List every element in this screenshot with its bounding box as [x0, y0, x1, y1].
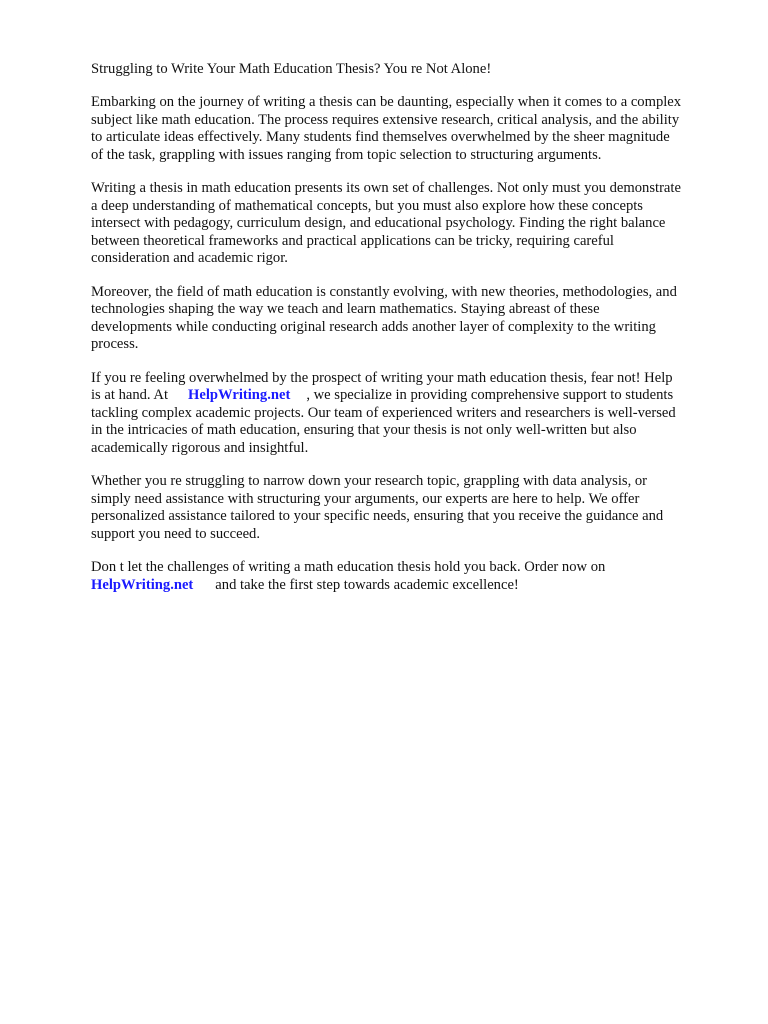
- paragraph-assistance: [91, 473, 731, 543]
- text-line: Embarking on the journey of writing a thesis can be daunting, especially when it comes to a complex: [91, 94, 682, 110]
- text-line: of the task, grappling with issues ranging from topic selection to structuring arguments.: [91, 146, 602, 163]
- helpwriting-link[interactable]: HelpWriting.net: [188, 387, 291, 403]
- document-page: [91, 60, 731, 610]
- text-line: intersect with pedagogy, curriculum design, and educational psychology. Finding the right balance: [91, 215, 666, 231]
- paragraph-evolving-field: [91, 284, 731, 354]
- paragraph-closing: [91, 559, 731, 594]
- paragraph-challenges: [91, 180, 731, 268]
- paragraph-intro: [91, 94, 731, 164]
- text-line: a deep understanding of mathematical concepts, but you must also explore how these concepts: [91, 197, 643, 214]
- text-line: academically rigorous and insightful.: [91, 439, 309, 456]
- text-line: Whether you re struggling to narrow down your research topic, grappling with data analysis, or: [91, 473, 648, 489]
- paragraph-help: [91, 370, 731, 458]
- helpwriting-link-closing[interactable]: HelpWriting.net: [91, 576, 194, 593]
- text-line: Writing a thesis in math education presents its own set of challenges. Not only must you demonstrate: [91, 180, 681, 196]
- text-line: technologies shaping the way we teach and learn mathematics. Staying abreast of these: [91, 301, 600, 317]
- text-line: Moreover, the field of math education is constantly evolving, with new theories, methodologies, and: [91, 283, 677, 300]
- text-line-with-link: [91, 577, 731, 595]
- text-line: simply need assistance with structuring your arguments, our experts are here to help. We offer: [91, 490, 640, 507]
- text-line-with-link: [91, 387, 731, 405]
- text-line: personalized assistance tailored to your specific needs, ensuring that you receive the guidance and: [91, 508, 664, 524]
- text-fragment: , we specialize in providing comprehensive support to students: [306, 387, 674, 403]
- text-line: developments while conducting original research adds another layer of complexity to the writing: [91, 318, 656, 335]
- text-line: consideration and academic rigor.: [91, 250, 288, 266]
- text-line: subject like math education. The process requires extensive research, critical analysis, and the ability: [91, 111, 680, 128]
- text-fragment: is at hand. At: [91, 387, 169, 403]
- text-line: support you need to succeed.: [91, 525, 260, 542]
- text-line: in the intricacies of math education, ensuring that your thesis is not only well-written but also: [91, 422, 637, 438]
- text-line: between theoretical frameworks and practical applications can be tricky, requiring careful: [91, 232, 614, 249]
- document-title: Struggling to Write Your Math Education Thesis? You re Not Alone!: [91, 61, 492, 77]
- text-line: tackling complex academic projects. Our team of experienced writers and researchers is well-versed: [91, 404, 676, 421]
- text-line: If you re feeling overwhelmed by the prospect of writing your math education thesis, fear not! Help: [91, 369, 673, 386]
- text-line: process.: [91, 336, 139, 352]
- text-fragment: and take the first step towards academic excellence!: [215, 576, 519, 593]
- text-line: to articulate ideas effectively. Many students find themselves overwhelmed by the sheer magnitude: [91, 129, 670, 145]
- text-line: Don t let the challenges of writing a math education thesis hold you back. Order now on: [91, 559, 606, 575]
